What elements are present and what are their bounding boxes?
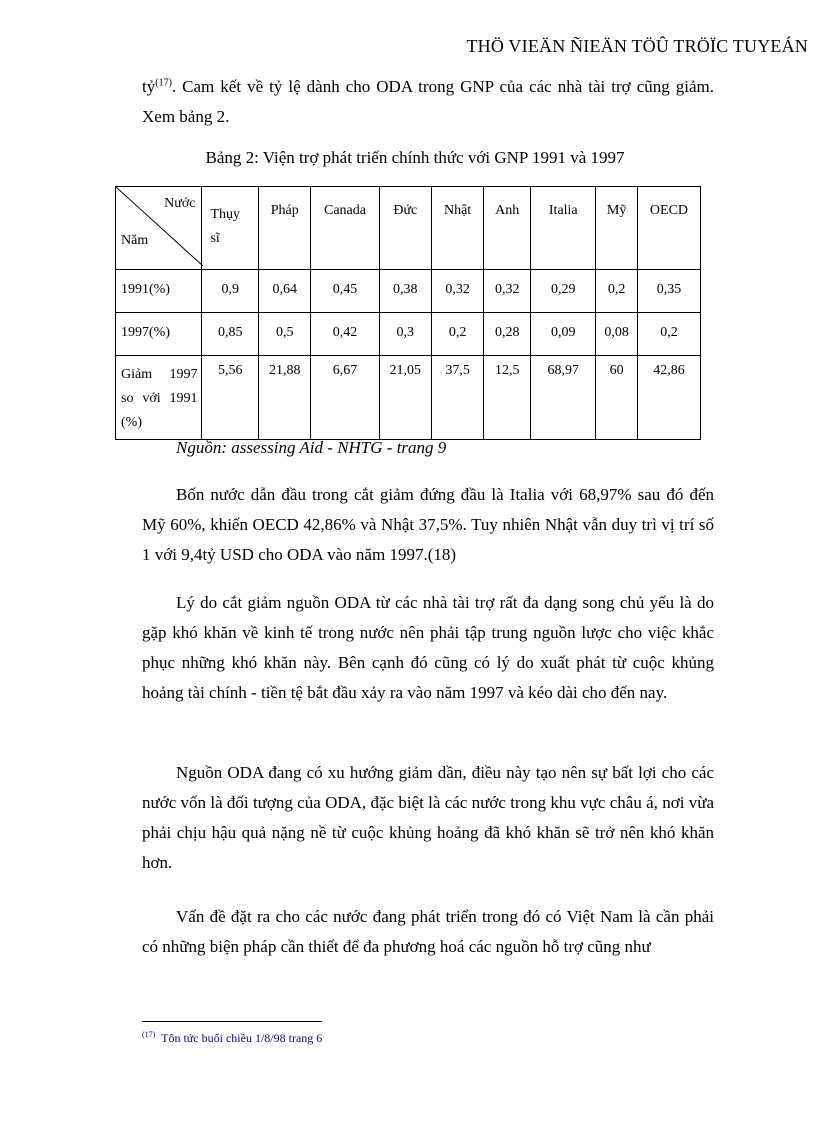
table-cell: 0,2: [637, 313, 700, 356]
table-cell: 0,5: [259, 313, 311, 356]
col-header-my: Mỹ: [596, 187, 638, 270]
table-cell: 5,56: [202, 356, 259, 440]
footnote: [142, 1031, 322, 1046]
col-header-italia: Italia: [531, 187, 596, 270]
table-cell: 0,32: [484, 270, 531, 313]
table-cell: 0,9: [202, 270, 259, 313]
table-cell: 0,42: [311, 313, 379, 356]
table-cell: 0,85: [202, 313, 259, 356]
table-cell: 21,05: [379, 356, 431, 440]
col-header-canada: Canada: [311, 187, 379, 270]
intro-paragraph: [142, 72, 714, 132]
table-cell: 60: [596, 356, 638, 440]
row-label: 1997(%): [116, 313, 202, 356]
col-header-anh: Anh: [484, 187, 531, 270]
table-cell: 0,08: [596, 313, 638, 356]
intro-line-start: tỷ: [142, 77, 156, 96]
table-cell: 0,28: [484, 313, 531, 356]
col-header-oecd: OECD: [637, 187, 700, 270]
table-cell: 0,3: [379, 313, 431, 356]
row-label: 1991(%): [116, 270, 202, 313]
table-cell: 0,64: [259, 270, 311, 313]
corner-year-label: Năm: [121, 233, 149, 248]
table-cell: 0,2: [431, 313, 483, 356]
table-row-1991: [116, 270, 701, 313]
table-cell: 12,5: [484, 356, 531, 440]
table-cell: 0,2: [596, 270, 638, 313]
table-caption: Bảng 2: Viện trợ phát triển chính thức với GNP 1991 và 1997: [205, 148, 625, 167]
intro-text: . Cam kết về tỷ lệ dành cho ODA trong GNP của các nhà tài trợ cũng giảm. Xem bảng 2.: [142, 77, 714, 126]
table-cell: 68,97: [531, 356, 596, 440]
table-cell: 0,38: [379, 270, 431, 313]
body-paragraph: Nguồn ODA đang có xu hướng giảm dần, điều này tạo nên sự bất lợi cho các nước vốn là đối tượng của ODA, đặc biệt là các nước trong khu vực châu á, nơi vừa phải chịu hậu quả nặng nề từ cuộc khủng hoảng đã khó khăn sẽ trở nên khó khăn hơn.: [142, 763, 714, 872]
footnote-text: Tôn tức buổi chiều 1/8/98 trang 6: [161, 1031, 323, 1045]
table-header-row: [116, 187, 701, 270]
col-header-phap: Pháp: [259, 187, 311, 270]
table-cell: 0,32: [431, 270, 483, 313]
table-row-1997: [116, 313, 701, 356]
table-cell: 42,86: [637, 356, 700, 440]
table-cell: 0,29: [531, 270, 596, 313]
table-source: Nguồn: assessing Aid - NHTG - trang 9: [176, 438, 447, 457]
oda-table: [115, 186, 701, 440]
body-paragraph: Bốn nước dẫn đầu trong cắt giảm đứng đầu là Italia với 68,97% sau đó đến Mỹ 60%, khiến OECD 42,86% và Nhật 37,5%. Tuy nhiên Nhật vẫn duy trì vị trí số 1 với 9,4tỷ USD cho ODA vào năm 1997.(18): [142, 485, 714, 564]
table-cell: 0,09: [531, 313, 596, 356]
table-cell: 21,88: [259, 356, 311, 440]
table-row-reduction: [116, 356, 701, 440]
col-header-duc: Đức: [379, 187, 431, 270]
table-cell: 0,45: [311, 270, 379, 313]
col-header-nhat: Nhật: [431, 187, 483, 270]
table-cell: 37,5: [431, 356, 483, 440]
body-paragraph: Vấn đề đặt ra cho các nước đang phát triển trong đó có Việt Nam là cần phải có những biện pháp cần thiết để đa phương hoá các nguồn hỗ trợ cũng như: [142, 907, 714, 956]
footnote-divider: [142, 1021, 322, 1022]
table-cell: 0,35: [637, 270, 700, 313]
footnote-mark: (17): [142, 1030, 156, 1039]
corner-country-label: Nước: [164, 196, 196, 211]
col-header-thuy-si: Thụy sĩ: [202, 187, 259, 270]
row-label: Giảm 1997 so với 1991 (%): [116, 356, 202, 440]
page-header: THÖ VIEÄN ÑIEÄN TÖÛ TRÖÏC TUYEÁN: [466, 36, 808, 56]
table-cell: 6,67: [311, 356, 379, 440]
corner-cell: [116, 187, 202, 270]
body-paragraph: Lý do cắt giảm nguồn ODA từ các nhà tài trợ rất đa dạng song chủ yếu là do gặp khó khăn về kinh tế trong nước nên phải tập trung nguồn lược cho việc khắc phục những khó khăn này. Bên cạnh đó cũng có lý do xuất phát từ cuộc khủng hoảng tài chính - tiền tệ bắt đầu xảy ra vào năm 1997 và kéo dài cho đến nay.: [142, 593, 714, 702]
footnote-ref[interactable]: (17): [155, 77, 172, 89]
